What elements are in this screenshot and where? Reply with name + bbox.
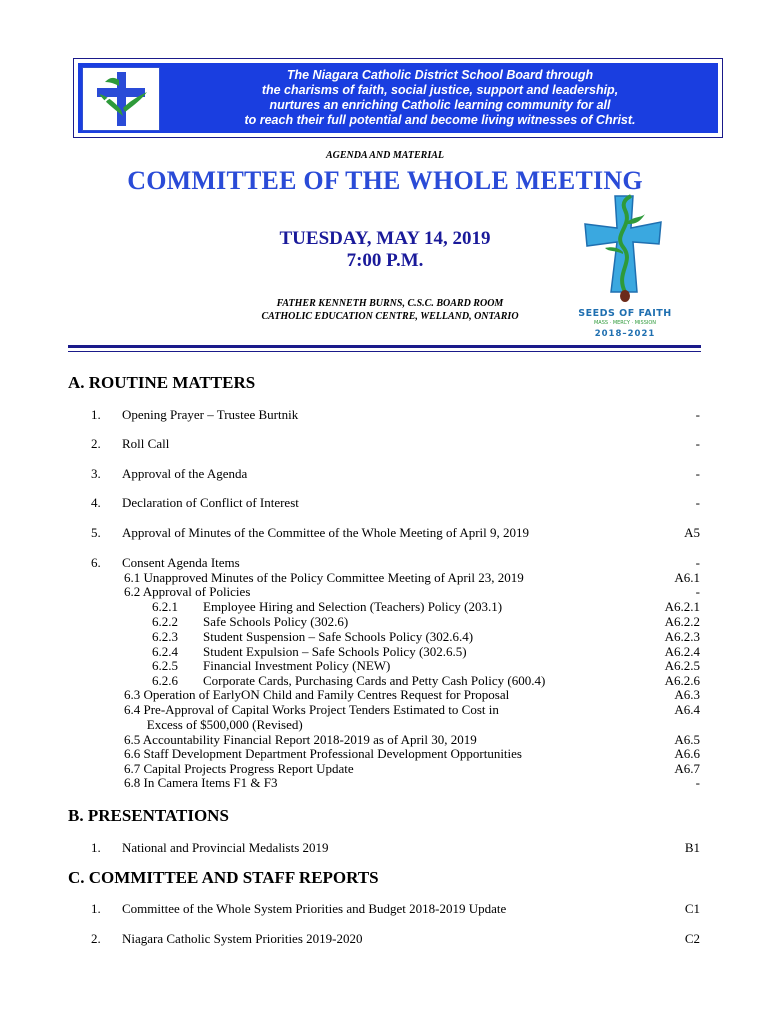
item-code: A6.3 bbox=[674, 687, 700, 702]
item-code: A6.2.1 bbox=[664, 599, 700, 614]
mission-statement bbox=[200, 68, 680, 128]
consent-line: 6.7 Capital Projects Progress Report Update bbox=[124, 761, 354, 776]
item-code: A6.2.4 bbox=[664, 644, 700, 659]
item-number: 2. bbox=[91, 436, 101, 451]
seeds-of-faith-logo bbox=[575, 192, 675, 342]
seeds-cross-icon bbox=[575, 192, 675, 310]
agenda-item: National and Provincial Medalists 2019 bbox=[122, 840, 329, 855]
item-number: 2. bbox=[91, 931, 101, 946]
consent-line: 6.6 Staff Development Department Professional Development Opportunities bbox=[124, 746, 522, 761]
item-code: A6.2.2 bbox=[664, 614, 700, 629]
item-code: A6.2.3 bbox=[664, 629, 700, 644]
board-logo bbox=[82, 67, 160, 131]
item-number: 4. bbox=[91, 495, 101, 510]
seeds-logo-text: SEEDS OF FAITH bbox=[578, 308, 672, 319]
consent-line: Financial Investment Policy (NEW) bbox=[203, 658, 391, 673]
policy-number: 6.2.3 bbox=[152, 629, 178, 644]
divider bbox=[68, 351, 701, 352]
consent-line: Consent Agenda Items bbox=[122, 555, 240, 570]
venue-line: FATHER KENNETH BURNS, C.S.C. BOARD ROOM bbox=[276, 298, 504, 309]
item-code: - bbox=[695, 555, 700, 570]
item-code: - bbox=[695, 584, 700, 599]
consent-line: Excess of $500,000 (Revised) bbox=[124, 717, 303, 732]
item-code: A6.4 bbox=[674, 702, 700, 717]
agenda-item: Approval of Minutes of the Committee of the Whole Meeting of April 9, 2019 bbox=[122, 525, 530, 540]
consent-line: Student Suspension – Safe Schools Policy (302.6.4) bbox=[203, 629, 474, 644]
seeds-logo-years: 2018–2021 bbox=[594, 329, 656, 339]
item-number: 1. bbox=[91, 840, 101, 855]
consent-line: 6.2 Approval of Policies bbox=[124, 584, 251, 599]
policy-number: 6.2.6 bbox=[152, 673, 178, 688]
venue-line: CATHOLIC EDUCATION CENTRE, WELLAND, ONTARIO bbox=[261, 311, 519, 322]
policy-number: 6.2.1 bbox=[152, 599, 178, 614]
mission-line: The Niagara Catholic District School Board through bbox=[286, 68, 594, 82]
meeting-venue bbox=[190, 297, 590, 323]
item-code: A6.2.5 bbox=[664, 658, 700, 673]
item-number: 1. bbox=[91, 407, 101, 422]
section-heading-b: B. PRESENTATIONS bbox=[68, 806, 229, 825]
consent-line: 6.8 In Camera Items F1 & F3 bbox=[124, 775, 278, 790]
item-number: 6. bbox=[91, 555, 101, 570]
item-code: - bbox=[695, 407, 700, 422]
item-code: - bbox=[695, 775, 700, 790]
consent-line: Safe Schools Policy (302.6) bbox=[203, 614, 349, 629]
item-code: A6.5 bbox=[674, 732, 700, 747]
consent-line: 6.5 Accountability Financial Report 2018-2019 as of April 30, 2019 bbox=[124, 732, 477, 747]
section-heading-a: A. ROUTINE MATTERS bbox=[68, 373, 256, 392]
document-subtitle: AGENDA AND MATERIAL bbox=[326, 150, 444, 161]
item-number: 3. bbox=[91, 466, 101, 481]
item-number: 5. bbox=[91, 525, 101, 540]
item-code: A6.1 bbox=[674, 570, 700, 585]
item-code: A6.2.6 bbox=[664, 673, 700, 688]
agenda-item: Committee of the Whole System Priorities and Budget 2018-2019 Update bbox=[122, 901, 507, 916]
policy-number: 6.2.5 bbox=[152, 658, 178, 673]
agenda-item: Declaration of Conflict of Interest bbox=[122, 495, 299, 510]
item-code: - bbox=[695, 495, 700, 510]
item-code: - bbox=[695, 436, 700, 451]
item-code: A5 bbox=[684, 525, 700, 540]
item-code: C2 bbox=[684, 931, 700, 946]
mission-line: the charisms of faith, social justice, support and leadership, bbox=[261, 83, 619, 97]
item-code: - bbox=[695, 466, 700, 481]
item-code: A6.6 bbox=[674, 746, 700, 761]
cross-logo-icon bbox=[83, 68, 159, 130]
agenda-item: Opening Prayer – Trustee Burtnik bbox=[122, 407, 299, 422]
mission-line: to reach their full potential and become living witnesses of Christ. bbox=[244, 113, 636, 127]
item-code: B1 bbox=[684, 840, 700, 855]
item-number: 1. bbox=[91, 901, 101, 916]
consent-line: 6.4 Pre-Approval of Capital Works Project Tenders Estimated to Cost in bbox=[124, 702, 499, 717]
consent-line: Employee Hiring and Selection (Teachers) Policy (203.1) bbox=[203, 599, 503, 614]
meeting-date: TUESDAY, MAY 14, 2019 bbox=[279, 228, 491, 249]
page-title: COMMITTEE OF THE WHOLE MEETING bbox=[127, 166, 643, 195]
mission-line: nurtures an enriching Catholic learning community for all bbox=[269, 98, 611, 112]
consent-line: Student Expulsion – Safe Schools Policy (302.6.5) bbox=[203, 644, 467, 659]
policy-number: 6.2.4 bbox=[152, 644, 178, 659]
agenda-item: Niagara Catholic System Priorities 2019-2020 bbox=[122, 931, 363, 946]
item-code: C1 bbox=[684, 901, 700, 916]
item-code: A6.7 bbox=[674, 761, 700, 776]
policy-number: 6.2.2 bbox=[152, 614, 178, 629]
meeting-time: 7:00 P.M. bbox=[346, 250, 424, 271]
consent-line: Corporate Cards, Purchasing Cards and Petty Cash Policy (600.4) bbox=[203, 673, 546, 688]
seeds-logo-tagline: MASS · MERCY · MISSION bbox=[593, 320, 657, 326]
consent-line: 6.1 Unapproved Minutes of the Policy Committee Meeting of April 23, 2019 bbox=[124, 570, 524, 585]
divider bbox=[68, 345, 701, 348]
agenda-item: Approval of the Agenda bbox=[122, 466, 248, 481]
section-heading-c: C. COMMITTEE AND STAFF REPORTS bbox=[68, 868, 379, 887]
agenda-item: Roll Call bbox=[122, 436, 170, 451]
consent-line: 6.3 Operation of EarlyON Child and Family Centres Request for Proposal bbox=[124, 687, 510, 702]
